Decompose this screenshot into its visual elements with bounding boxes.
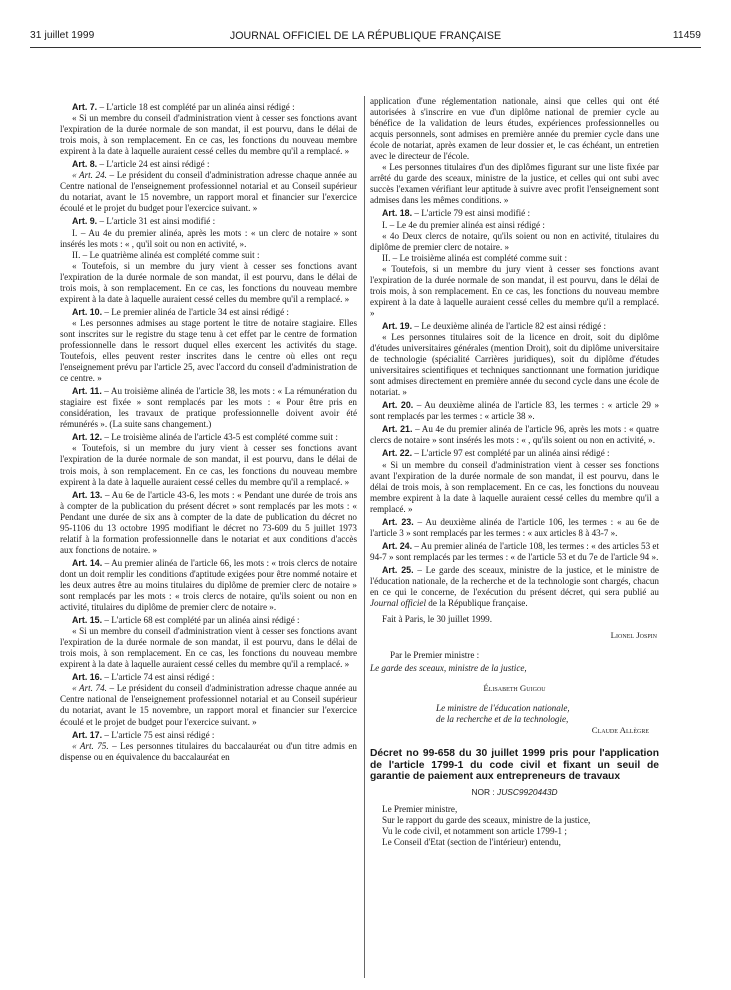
article-22: Art. 22. – L'article 97 est complété par un alinéa ainsi rédigé : — [382, 448, 610, 459]
column-divider — [364, 96, 365, 978]
header-date: 31 juillet 1999 — [30, 30, 95, 41]
article-19: Art. 19. – Le deuxième alinéa de l'article 82 est ainsi rédigé : — [382, 320, 607, 331]
decree-paragraph: Le Conseil d'Etat (section de l'intérieur) entendu, — [382, 836, 561, 847]
paragraph: « 4o Deux clercs de notaire, qu'ils soient ou non en activité, titulaires du diplôme de premier clerc de notaire. » — [370, 230, 659, 252]
article-18: Art. 18. – L'article 79 est ainsi modifié : — [382, 208, 531, 219]
paragraph: « Toutefois, si un membre du jury vient à cesser ses fonctions avant l'expiration de la durée normale de son mandat, il est pourvu, dans le délai de trois mois, à son remplacement. En ce cas, les fonctions du nouveau membre expirent à la date à laquelle auraient cessé celles du membre qu'il a remplacé. » — [60, 443, 357, 487]
header-page-number: 11459 — [672, 30, 701, 41]
nor-reference: NOR : JUSC9920443D — [471, 786, 558, 797]
article-17: Art. 17. – L'article 75 est ainsi rédigé : — [72, 729, 215, 740]
decree-paragraph: Vu le code civil, et notamment son article 1799-1 ; — [382, 825, 567, 836]
paragraph: « Art. 74. – Le président du conseil d'administration adresse chaque année au Centre national de l'enseignement professionnel notarial et au Conseil supérieur du notariat, avant le 15 novembre, un rapport moral et financier sur l'exercice écoulé et le projet de budget pour l'exercice suivant. » — [60, 683, 357, 727]
paragraph: I. – Le 4e du premier alinéa est ainsi rédigé : — [382, 219, 545, 230]
page-header — [30, 27, 701, 47]
signature-intro: Par le Premier ministre : — [390, 650, 480, 660]
article-13: Art. 13. – Au 6e de l'article 43-6, les mots : « Pendant une durée de trois ans à compter de la publication du présent décret » sont remplacés par les mots : « Pendant une durée de six ans à compter de la date de publication du décret no 95-1106 du 13 octobre 1995 modifiant le décret no 73-609 du 5 juillet 1973 relatif à la formation professionnelle dans le notariat et aux conditions d'accès aux fonctions de notaire. » — [60, 489, 358, 555]
signature-garde-title: Le garde des sceaux, ministre de la justice, — [370, 663, 527, 674]
article-20: Art. 20. – Au deuxième alinéa de l'article 83, les termes : « article 29 » sont remplacés par les termes : « article 38 ». — [370, 400, 660, 422]
signature-prime-minister: Lionel Jospin — [610, 630, 657, 641]
paragraph: « Les personnes titulaires d'un des diplômes figurant sur une liste fixée par arrêté du garde des sceaux, ministre de la justice, et celles qui ont subi avec succès l'examen vérifiant leur aptitude à suivre avec profit l'enseignement sont admises dans les mêmes conditions. » — [370, 162, 659, 206]
paragraph: « Toutefois, si un membre du jury vient à cesser ses fonctions avant l'expiration de la durée normale de son mandat, il est pourvu, dans le délai de trois mois, à son remplacement. En ce cas, les fonctions du nouveau membre expirent à la date à laquelle auraient cessé celles du membre qu'il a remplacé. » — [60, 260, 357, 304]
paragraph: I. – Au 4e du premier alinéa, après les mots : « un clerc de notaire » sont insérés les mots : « , qu'il soit ou non en activité, ». — [60, 227, 357, 249]
article-14: Art. 14. – Au premier alinéa de l'article 66, les mots : « trois clercs de notaire dont un doit remplir les conditions d'aptitude exigées pour être nommé notaire et les deux autres être au moins titulaires du diplôme de premier clerc de notaire » sont remplacés par les mots : « trois clercs de notaire, qu'ils soient ou non en activité, titulaires du diplôme de premier clerc de notaire ». — [60, 557, 357, 613]
paragraph: « Art. 24. – Le président du conseil d'administration adresse chaque année au Centre national de l'enseignement professionnel notarial et au Conseil supérieur du notariat, avant le 15 novembre, un rapport moral et financier sur l'exercice écoulé et le projet du budget pour l'exercice suivant. » — [60, 170, 357, 214]
decree-paragraph: Le Premier ministre, — [382, 803, 458, 814]
article-10: Art. 10. – Le premier alinéa de l'article 34 est ainsi rédigé : — [72, 306, 289, 317]
article-24: Art. 24. – Au premier alinéa de l'article 108, les termes : « des articles 53 et 94-7 » sont remplacés par les termes : « de l'article 53 et du 7e de l'article 94 ». — [370, 540, 660, 562]
paragraph: « Si un membre du conseil d'administration vient à cesser ses fonctions avant l'expiration de la durée normale de son mandat, il est pourvu, dans le délai de trois mois, à son remplacement. En ce cas, les fonctions du nouveau membre expirent à la date à laquelle auraient cessé celles du membre qu'il a remplacé. » — [370, 459, 659, 514]
paragraph: application d'une réglementation nationale, ainsi que celles qui ont été autorisées à s'inscrire en vue d'un diplôme national de premier cycle au bénéfice de la validation de leurs études, expériences professionnelles ou acquis personnels, sont admises en première année du premier cycle dans une école de notariat, après examen de leur dossier et, le cas échéant, un entretien avec le directeur de l'école. — [370, 96, 659, 162]
paragraph: II. – Le quatrième alinéa est complété comme suit : — [72, 249, 260, 260]
article-21: Art. 21. – Au 4e du premier alinéa de l'article 96, après les mots : « quatre clercs de notaire » sont insérés les mots : « , qu'ils soient ou non en activité, ». — [370, 424, 659, 446]
paragraph: « Si un membre du conseil d'administration vient à cesser ses fonctions avant l'expiration de la durée normale de son mandat, il est pourvu, dans le délai de trois mois, à son remplacement. En ce cas, les fonctions du nouveau membre expirent à la date à laquelle auraient cessé celles du membre qu'il a remplacé. » — [60, 113, 357, 157]
article-12: Art. 12. – Le troisième alinéa de l'article 43-5 est complété comme suit : — [72, 432, 338, 443]
signature-guigou: Élisabeth Guigou — [483, 683, 546, 694]
article-8: Art. 8. – L'article 24 est ainsi rédigé : — [72, 159, 210, 170]
article-7: Art. 7. – L'article 18 est complété par un alinéa ainsi rédigé : — [72, 102, 295, 112]
signature-date: Fait à Paris, le 30 juillet 1999. — [382, 614, 492, 625]
paragraph: « Les personnes admises au stage portent le titre de notaire stagiaire. Elles sont inscrites sur le registre du stage tenu à cet effet par le centre de formation professionnelle dans le ressort duquel elles exercent les activités du stage. Toutefois, elles peuvent rester inscrites dans le centre où elles ont reçu l'enseignement prévu par l'article 25, avec l'accord du conseil d'administration de ce centre. » — [60, 317, 357, 384]
article-25: Art. 25. – Le garde des sceaux, ministre de la justice, et le ministre de l'éducation nationale, de la recherche et de la technologie sont chargés, chacun en ce qui le concerne, de l'exécution du présent décret, qui sera publié au Journal officiel de la République française. — [370, 564, 659, 609]
article-11: Art. 11. – Au troisième alinéa de l'article 38, les mots : « La rémunération du stagiaire est fixée » sont remplacés par les mots : « Pour être pris en considération, les travaux de pratique professionnelle doivent avoir été rémunérés ». (La suite sans changement.) — [60, 386, 357, 430]
decree-title: Décret no 99-658 du 30 juillet 1999 pris pour l'application de l'article 1799-1 du code civil et fixant un seuil de garantie de paiement aux entrepreneurs de travaux — [370, 748, 659, 783]
left-column — [60, 100, 357, 763]
paragraph: « Les personnes titulaires soit de la licence en droit, soit du diplôme d'études universitaires générales (mention Droit), soit du diplôme universitaire de technologie (spécialité Carrières juridiques), soit du diplôme d'études universitaires scientifiques et techniques sanctionnant une formation juridique sont admises directement en première année du second cycle dans une école de notariat. » — [370, 331, 659, 398]
paragraph: « Art. 75. – Les personnes titulaires du baccalauréat ou d'un titre admis en dispense ou en équivalence du baccalauréat en — [60, 740, 357, 762]
header-title: JOURNAL OFFICIEL DE LA RÉPUBLIQUE FRANÇAISE — [229, 30, 502, 42]
article-23: Art. 23. – Au deuxième alinéa de l'article 106, les termes : « au 6e de l'article 3 » sont remplacés par les termes : « aux articles 8 à 43-7 ». — [370, 516, 660, 538]
signature-education-minister: Le ministre de l'éducation nationale, de la recherche et de la technologie, Claude Allègre — [436, 703, 649, 736]
paragraph: II. – Le troisième alinéa est complété comme suit : — [382, 252, 567, 263]
header-rule — [30, 47, 701, 48]
article-16: Art. 16. – L'article 74 est ainsi rédigé : — [72, 672, 215, 683]
article-9: Art. 9. – L'article 31 est ainsi modifié : — [72, 216, 216, 227]
paragraph: « Si un membre du conseil d'administration vient à cesser ses fonctions avant l'expiration de la durée normale de son mandat, il est pourvu, dans le délai de trois mois, à son remplacement. En ce cas, les fonctions du nouveau membre expirent à la date à laquelle auraient cessé celles du membre qu'il a remplacé. » — [60, 626, 357, 670]
paragraph: « Toutefois, si un membre du jury vient à cesser ses fonctions avant l'expiration de la durée normale de son mandat, il est pourvu, dans le délai de trois mois, à son remplacement. En ce cas, les fonctions du nouveau membre expirent à la date à laquelle auraient cessé celles du membre qu'il a remplacé. » — [370, 263, 659, 318]
article-15: Art. 15. – L'article 68 est complété par un alinéa ainsi rédigé : — [72, 615, 300, 626]
decree-paragraph: Sur le rapport du garde des sceaux, ministre de la justice, — [382, 814, 591, 825]
right-column — [370, 96, 659, 848]
